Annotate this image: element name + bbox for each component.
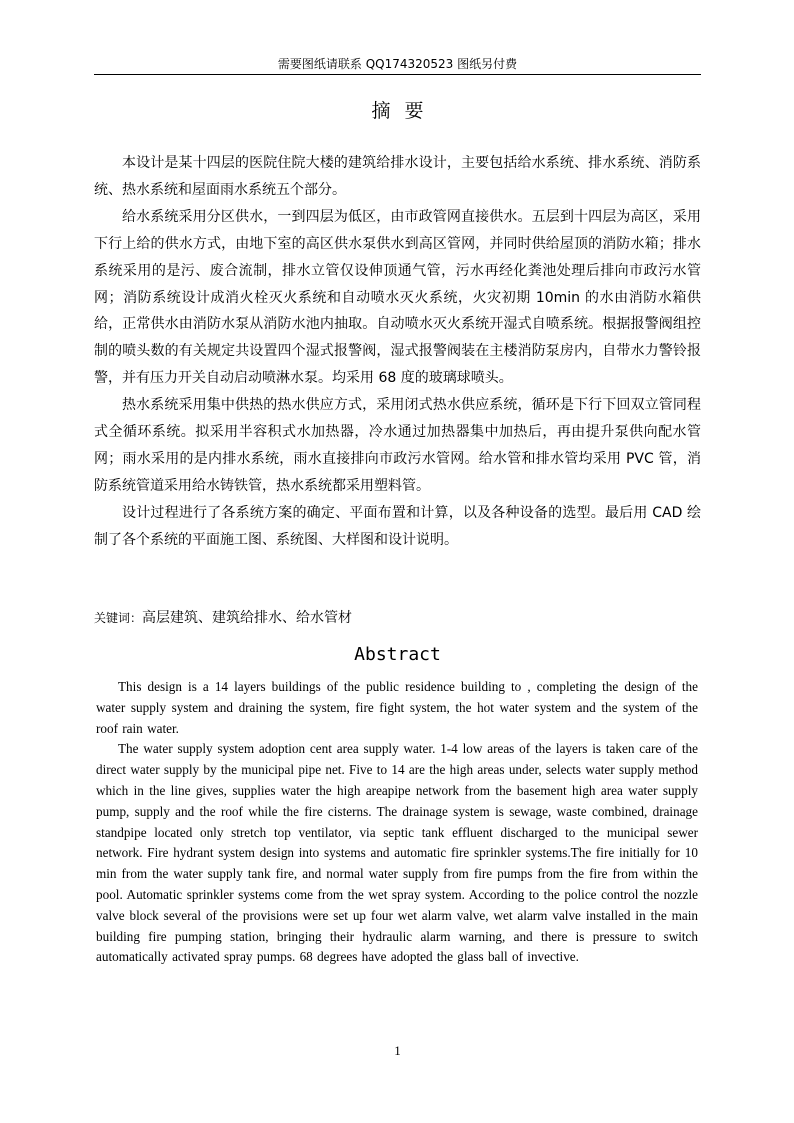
abstract-en-paragraph: The water supply system adoption cent area supply water. 1-4 low areas of the layers is taken care of the direct water supply by the municipal pipe net. Five to 14 are the high areas under, selects water supply method which in the line gives, supplies water the high areapipe network from the basement high area water supply pump, supply and the roof while the fire cisterns. The drainage system is sewage, waste combined, drainage standpipe located only stretch top ventilator, via septic tank effluent discharged to the municipal sewer network. Fire hydrant system design into systems and automatic fire sprinkler systems.The fire initially for 10 min from the water supply tank fire, and normal water supply from fire pumps from the fire from within the pool. Automatic sprinkler systems come from the wet spray system. According to the police control the nozzle valve block several of the provisions were set up four wet alarm valve, wet alarm valve installed in the main building fire pumping station, bringing their hydraulic alarm warning, and there is pressure to switch automatically activated spray pumps. 68 degrees have adopted the glass ball of invective. [96, 741, 698, 965]
abstract-cn-paragraph: 热水系统采用集中供热的热水供应方式，采用闭式热水供应系统，循环是下行下回双立管同程式全循环系统。拟采用半容积式水加热器，冷水通过加热器集中加热后，再由提升泵供向配水管网；雨水采用的是内排水系统，雨水直接排向市政污水管网。给水管和排水管均采用 PVC 管，消防系统管道采用给水铸铁管，热水系统都采用塑料管。 [94, 397, 701, 494]
abstract-cn-body [94, 150, 701, 554]
page-header: 需要图纸请联系 QQ174320523 图纸另付费 [277, 57, 518, 71]
abstract-cn-paragraph: 给水系统采用分区供水，一到四层为低区，由市政管网直接供水。五层到十四层为高区，采用下行上给的供水方式，由地下室的高区供水泵供水到高区管网，并同时供给屋顶的消防水箱；排水系统采用的是污、废合流制，排水立管仅设伸顶通气管，污水再经化粪池处理后排向市政污水管网；消防系统设计成消火栓灭火系统和自动喷水灭火系统，火灾初期 10min 的水由消防水箱供给，正常供水由消防水泵从消防水池内抽取。自动喷水灭火系统开湿式自喷系统。根据报警阀组控制的喷头数的有关规定共设置四个湿式报警阀，湿式报警阀装在主楼消防泵房内，自带水力警铃报警，并有压力开关自动启动喷淋水泵。均采用 68 度的玻璃球喷头。 [94, 208, 701, 387]
abstract-cn-paragraph: 本设计是某十四层的医院住院大楼的建筑给排水设计，主要包括给水系统、排水系统、消防系统、热水系统和屋面雨水系统五个部分。 [94, 155, 701, 198]
keywords-line [94, 608, 701, 628]
abstract-cn-title: 摘要 [371, 100, 438, 122]
keywords-label: 关键词： [94, 611, 143, 625]
abstract-cn-paragraph: 设计过程进行了各系统方案的确定、平面布置和计算，以及各种设备的选型。最后用 CAD 绘制了各个系统的平面施工图、系统图、大样图和设计说明。 [94, 504, 701, 548]
abstract-en-paragraph: This design is a 14 layers buildings of the public residence building to , completing the design of the water supply system and draining the system, fire fight system, the hot water system and the system of the roof rain water. [96, 679, 698, 736]
header-divider [94, 74, 701, 75]
abstract-en-title: Abstract [354, 644, 441, 665]
keywords-value: 高层建筑、建筑给排水、给水管材 [142, 610, 353, 626]
page-number: 1 [394, 1043, 401, 1058]
abstract-en-body [96, 677, 698, 968]
